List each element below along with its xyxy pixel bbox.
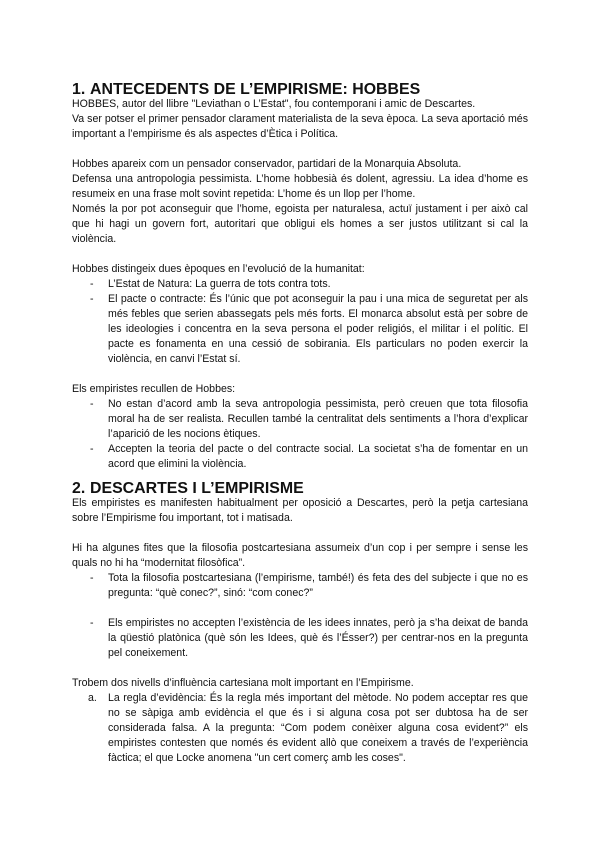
hobbes-anthropology: Defensa una antropologia pessimista. L’home hobbesià és dolent, agressiu. La idea d’home es resumeix en una frase molt sovint repetida: L’home és un llop per l’home. (72, 173, 528, 200)
levels-list (72, 691, 528, 766)
list-item: - L’Estat de Natura: La guerra de tots contra tots. (90, 278, 331, 290)
milestones-intro: Hi ha algunes fites que la filosofia postcartesiana assumeix d’un cop i per sempre i sense les quals no hi ha “modernitat filosòfica”. (72, 542, 528, 569)
descartes-intro: Els empiristes es manifesten habitualment per oposició a Descartes, però la petja cartesiana sobre l’Empirisme fou important, tot i matisada. (72, 497, 528, 524)
empiricists-list (72, 397, 528, 472)
list-item: - Tota la filosofia postcartesiana (l’empirisme, també!) és feta des del subjecte i que no es pregunta: “què conec?”, sinó: “com conec?” (90, 572, 528, 599)
document-page (72, 82, 528, 766)
section-1-title: ANTECEDENTS DE L’EMPIRISME: HOBBES (90, 81, 421, 98)
hobbes-conservative: Hobbes apareix com un pensador conservador, partidari de la Monarquia Absoluta. (72, 158, 462, 170)
epochs-list (72, 277, 528, 367)
hobbes-fear: Només la por pot aconseguir que l’home, egoista per naturalesa, actuï justament i per això cal que hi hagi un govern fort, autoritari que obligui els homes a ser justos utilitzant si cal la violència. (72, 203, 528, 245)
levels-intro: Trobem dos nivells d’influència cartesiana molt important en l’Empirisme. (72, 677, 414, 689)
epochs-intro: Hobbes distingeix dues èpoques en l’evolució de la humanitat: (72, 263, 365, 275)
list-item: - El pacte o contracte: És l’únic que pot aconseguir la pau i una mica de seguretat per als més febles que serien abassegats pels més forts. El monarca absolut està per sobre de les ideologies i concentra en la seva persona el poder religiós, el militar i el polític. El pacte es fonamenta en una cessió de sobirania. Els particulars no poden exercir la violència, en canvi l’Estat sí. (90, 293, 528, 365)
empiricists-intro: Els empiristes recullen de Hobbes: (72, 383, 236, 395)
milestones-list (72, 571, 528, 661)
hobbes-intro-line-1: HOBBES, autor del llibre "Leviathan o L’Estat", fou contemporani i amic de Descartes. (72, 98, 476, 110)
list-item: - No estan d’acord amb la seva antropologia pessimista, però creuen que tota filosofia moral ha de ser realista. Recullen també la centralitat dels sentiments a l’hora d’explicar l’aparició de les nocions ètiques. (90, 398, 528, 440)
list-item: - Els empiristes no accepten l’existència de les idees innates, però ja s’ha deixat de banda la qüestió platònica (què són les Idees, què és l’Ésser?) per centrar-nos en la pregunta pel coneixement. (90, 617, 528, 659)
section-1-heading (72, 82, 528, 97)
section-1-number: 1. (72, 81, 86, 98)
section-2-heading (72, 481, 528, 496)
list-item: - Accepten la teoria del pacte o del contracte social. La societat s’ha de fomentar en un acord que elimini la violència. (90, 443, 528, 470)
section-2-title: DESCARTES I L’EMPIRISME (90, 480, 304, 497)
section-2-number: 2. (72, 480, 86, 497)
hobbes-intro-line-2: Va ser potser el primer pensador clarament materialista de la seva època. La seva aportació més important a l’empirisme és als aspectes d’Ètica i Política. (72, 113, 528, 140)
list-item: a. La regla d’evidència: És la regla més important del mètode. No podem acceptar res que no se sàpiga amb evidència el que és i si alguna cosa pot ser dubtosa ha de ser considerada falsa. A la pregunta: “Com podem conèixer alguna cosa evident?” els empiristes contesten que només és evident allò que coneixem a través de l’experiència fàctica; el que Locke anomena "un cert comerç amb les coses". (88, 692, 528, 764)
